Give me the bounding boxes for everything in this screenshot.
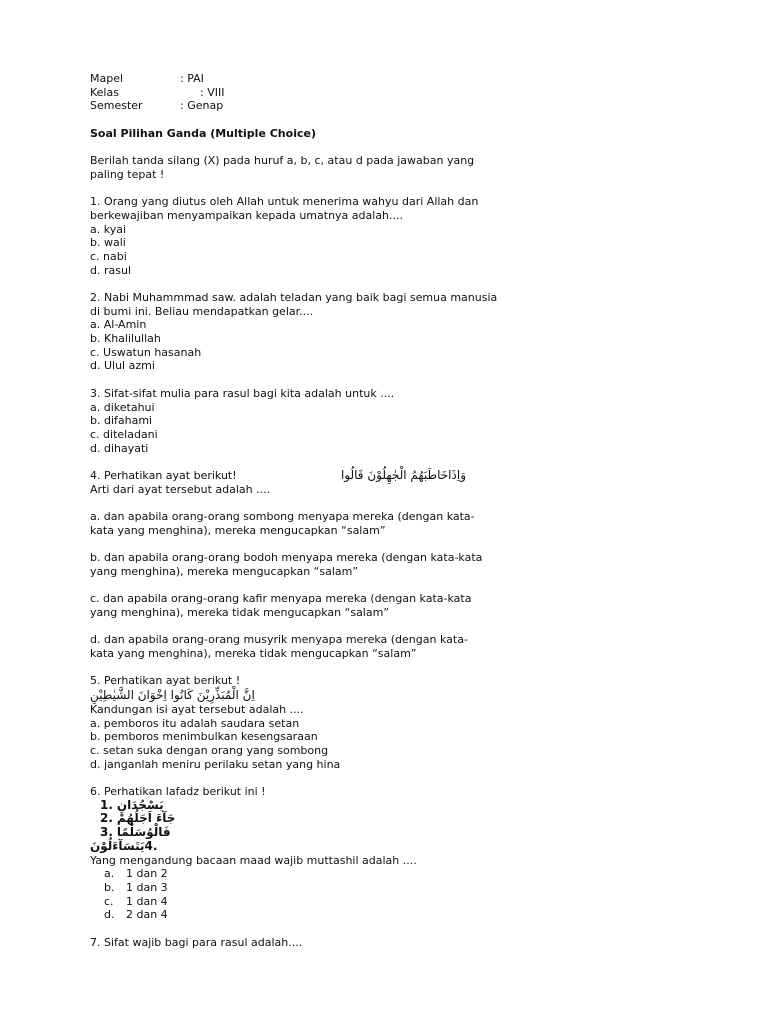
q6-option-d bbox=[90, 908, 510, 922]
q6-lafadz-arabic: جَآءَ اَجَلُهُمْ bbox=[116, 811, 176, 826]
q6-lafadz-arabic: يَتَسَآءَلُوْنَ bbox=[90, 838, 145, 853]
q6-lafadz-number: 2. bbox=[100, 811, 113, 826]
q1-option-d: d. rasul bbox=[90, 263, 131, 277]
q6-option-text: 1 dan 3 bbox=[126, 880, 168, 894]
q5-option-c: c. setan suka dengan orang yang sombong bbox=[90, 744, 329, 757]
q4-option-c: yang menghina), mereka tidak mengucapkan “salam” bbox=[90, 605, 390, 619]
q1-option-a: a. kyai bbox=[90, 222, 127, 236]
q3-option-b: b. difahami bbox=[90, 414, 153, 428]
q5-sub: Kandungan isi ayat tersebut adalah .... bbox=[90, 702, 304, 716]
q1-option-b: b. wali bbox=[90, 236, 126, 250]
q6-lafadz-number: 1. bbox=[100, 797, 113, 812]
q3-option-d: d. dihayati bbox=[90, 441, 149, 455]
q1-option-c: c. nabi bbox=[90, 249, 127, 263]
q2-text: 2. Nabi Muhammmad saw. adalah teladan yang baik bagi semua manusia bbox=[90, 291, 498, 304]
section-title: Soal Pilihan Ganda (Multiple Choice) bbox=[90, 126, 316, 140]
q2-option-a: a. Al-Amin bbox=[90, 318, 147, 332]
q4-option-a: a. dan apabila orang-orang sombong menyapa mereka (dengan kata- bbox=[90, 510, 475, 523]
q6-lafadz-number: 3. bbox=[100, 825, 113, 840]
q4-arabic-verse: وَاِذَاخَاطَبَهُمُ الْجٰهِلُوْنَ قَالُوا bbox=[340, 467, 466, 482]
q6-option-c bbox=[90, 895, 510, 909]
q3-text: 3. Sifat-sifat mulia para rasul bagi kita adalah untuk .... bbox=[90, 386, 395, 400]
q1-text: berkewajiban menyampaikan kepada umatnya adalah.... bbox=[90, 208, 404, 222]
q7-prompt: 7. Sifat wajib bagi para rasul adalah.... bbox=[90, 935, 303, 949]
q3-option-a: a. diketahui bbox=[90, 400, 155, 414]
q4-prompt: 4. Perhatikan ayat berikut! bbox=[90, 468, 237, 482]
q4-option-d: d. dan apabila orang-orang musyrik menyapa mereka (dengan kata- bbox=[90, 633, 468, 647]
q6-option-text: 1 dan 2 bbox=[126, 867, 168, 881]
q2-text: di bumi ini. Beliau mendapatkan gelar.... bbox=[90, 304, 314, 318]
q4-prompt-row bbox=[90, 469, 466, 483]
q5-option-b: b. pemboros menimbulkan kesengsaraan bbox=[90, 730, 318, 744]
q6-option-text: 1 dan 4 bbox=[126, 894, 168, 908]
q5-arabic-verse: اِنَّ الْمُبَذِّرِيْنَ كَانُوا اِخْوَانَ الشَّيٰطِيْنِ bbox=[90, 687, 255, 702]
q1-text: 1. Orang yang diutus oleh Allah untuk menerima wahyu dari Allah dan bbox=[90, 195, 479, 209]
meta-kelas-label: Kelas bbox=[90, 85, 119, 99]
q6-lafadz-item bbox=[90, 826, 510, 840]
q5-prompt: 5. Perhatikan ayat berikut ! bbox=[90, 674, 241, 688]
q5-option-a: a. pemboros itu adalah saudara setan bbox=[90, 716, 300, 730]
meta-mapel-value: : PAI bbox=[180, 72, 204, 85]
q4-option-b: b. dan apabila orang-orang bodoh menyapa mereka (dengan kata-kata bbox=[90, 551, 483, 565]
meta-kelas bbox=[90, 86, 510, 100]
q2-option-b: b. Khalilullah bbox=[90, 332, 161, 346]
q4-option-a: kata yang menghina), mereka mengucapkan “salam” bbox=[90, 523, 386, 537]
meta-mapel bbox=[90, 72, 510, 86]
instruction-line: paling tepat ! bbox=[90, 167, 165, 181]
q6-option-letter: c. bbox=[104, 894, 114, 908]
q2-option-d: d. Ulul azmi bbox=[90, 359, 155, 373]
q4-option-c: c. dan apabila orang-orang kafir menyapa mereka (dengan kata-kata bbox=[90, 592, 472, 606]
meta-semester bbox=[90, 99, 510, 113]
q4-option-b: yang menghina), mereka mengucapkan “salam” bbox=[90, 564, 359, 578]
q6-lafadz-number: 4. bbox=[144, 838, 158, 853]
q6-lafadz-item bbox=[90, 840, 510, 854]
q6-lafadz-arabic: فَالْوُسَلْمًا bbox=[116, 825, 171, 840]
q6-lafadz-arabic: يَسْجُدَانِ bbox=[116, 797, 164, 812]
meta-mapel-label: Mapel bbox=[90, 72, 124, 85]
q6-option-letter: d. bbox=[104, 908, 115, 922]
document-page bbox=[90, 72, 510, 949]
q6-sub: Yang mengandung bacaan maad wajib muttashil adalah .... bbox=[90, 853, 417, 867]
q6-option-letter: a. bbox=[104, 867, 115, 881]
q6-prompt: 6. Perhatikan lafadz berikut ini ! bbox=[90, 785, 266, 799]
q2-option-c: c. Uswatun hasanah bbox=[90, 345, 202, 359]
q6-option-letter: b. bbox=[104, 880, 115, 894]
meta-kelas-value: : VIII bbox=[200, 85, 225, 99]
meta-semester-label: Semester bbox=[90, 99, 143, 113]
q6-option-text: 2 dan 4 bbox=[126, 908, 168, 922]
instruction-line: Berilah tanda silang (X) pada huruf a, b, c, atau d pada jawaban yang bbox=[90, 154, 475, 168]
q3-option-c: c. diteladani bbox=[90, 427, 158, 441]
q6-option-a bbox=[90, 867, 510, 881]
meta-semester-value: : Genap bbox=[180, 99, 224, 113]
q5-option-d: d. janganlah meniru perilaku setan yang hina bbox=[90, 757, 341, 771]
q4-option-d: kata yang menghina), mereka tidak mengucapkan “salam” bbox=[90, 646, 417, 660]
q6-option-b bbox=[90, 881, 510, 895]
q4-sub: Arti dari ayat tersebut adalah .... bbox=[90, 482, 271, 496]
